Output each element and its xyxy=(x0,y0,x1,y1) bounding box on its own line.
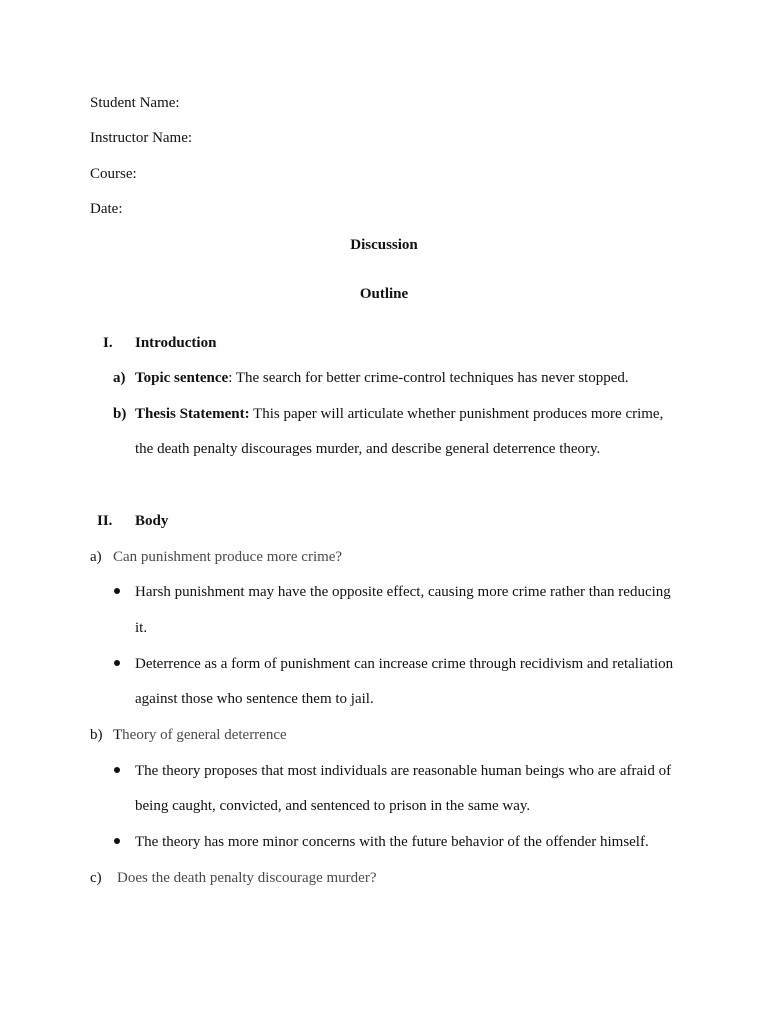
subsection-b-heading-first: T xyxy=(113,727,123,743)
topic-sentence xyxy=(135,369,629,387)
topic-sentence-label: Topic sentence xyxy=(135,370,229,386)
topic-sentence-text: : The search for better crime-control techniques has never stopped. xyxy=(228,370,629,386)
bullet-a2-line2: against those who sentence them to jail. xyxy=(135,691,374,707)
bullet-a1-line2: it. xyxy=(135,620,148,636)
document-title: Discussion xyxy=(350,237,418,253)
course-label: Course: xyxy=(90,166,137,182)
subsection-b-marker: b) xyxy=(90,727,103,743)
thesis-statement-text-line2: the death penalty discourages murder, and describe general deterrence theory. xyxy=(135,441,601,457)
topic-sentence-marker: a) xyxy=(113,370,126,386)
bullet-icon xyxy=(114,838,120,844)
thesis-statement xyxy=(135,405,663,423)
thesis-statement-marker: b) xyxy=(113,406,127,422)
bullet-icon xyxy=(114,588,120,594)
subsection-c-heading: Does the death penalty discourage murder? xyxy=(117,870,377,886)
bullet-b2-line1: The theory has more minor concerns with the future behavior of the offender himself. xyxy=(135,834,649,850)
subsection-c-marker: c) xyxy=(90,870,102,886)
section-heading-body: Body xyxy=(135,513,169,529)
instructor-name-label: Instructor Name: xyxy=(90,130,193,146)
date-label: Date: xyxy=(90,201,123,217)
bullet-b1-line1: The theory proposes that most individuals are reasonable human beings who are afraid of xyxy=(135,763,672,779)
section-numeral-body: II. xyxy=(97,513,113,529)
subsection-b-heading xyxy=(113,726,287,744)
subsection-b-heading-rest: heory of general deterrence xyxy=(122,727,287,743)
bullet-a2-line1: Deterrence as a form of punishment can increase crime through recidivism and retaliation xyxy=(135,656,674,672)
bullet-icon xyxy=(114,767,120,773)
thesis-statement-text-line1: This paper will articulate whether punishment produces more crime, xyxy=(249,406,664,422)
subsection-a-heading: Can punishment produce more crime? xyxy=(113,549,343,565)
bullet-a1-line1: Harsh punishment may have the opposite effect, causing more crime rather than reducing xyxy=(135,584,671,600)
subsection-a-marker: a) xyxy=(90,549,102,565)
thesis-statement-label: Thesis Statement: xyxy=(135,406,250,422)
bullet-b1-line2: being caught, convicted, and sentenced to prison in the same way. xyxy=(135,798,531,814)
document-subtitle: Outline xyxy=(359,286,409,302)
student-name-label: Student Name: xyxy=(90,95,180,111)
bullet-icon xyxy=(114,660,120,666)
section-numeral-introduction: I. xyxy=(103,335,113,351)
section-heading-introduction: Introduction xyxy=(135,335,217,351)
